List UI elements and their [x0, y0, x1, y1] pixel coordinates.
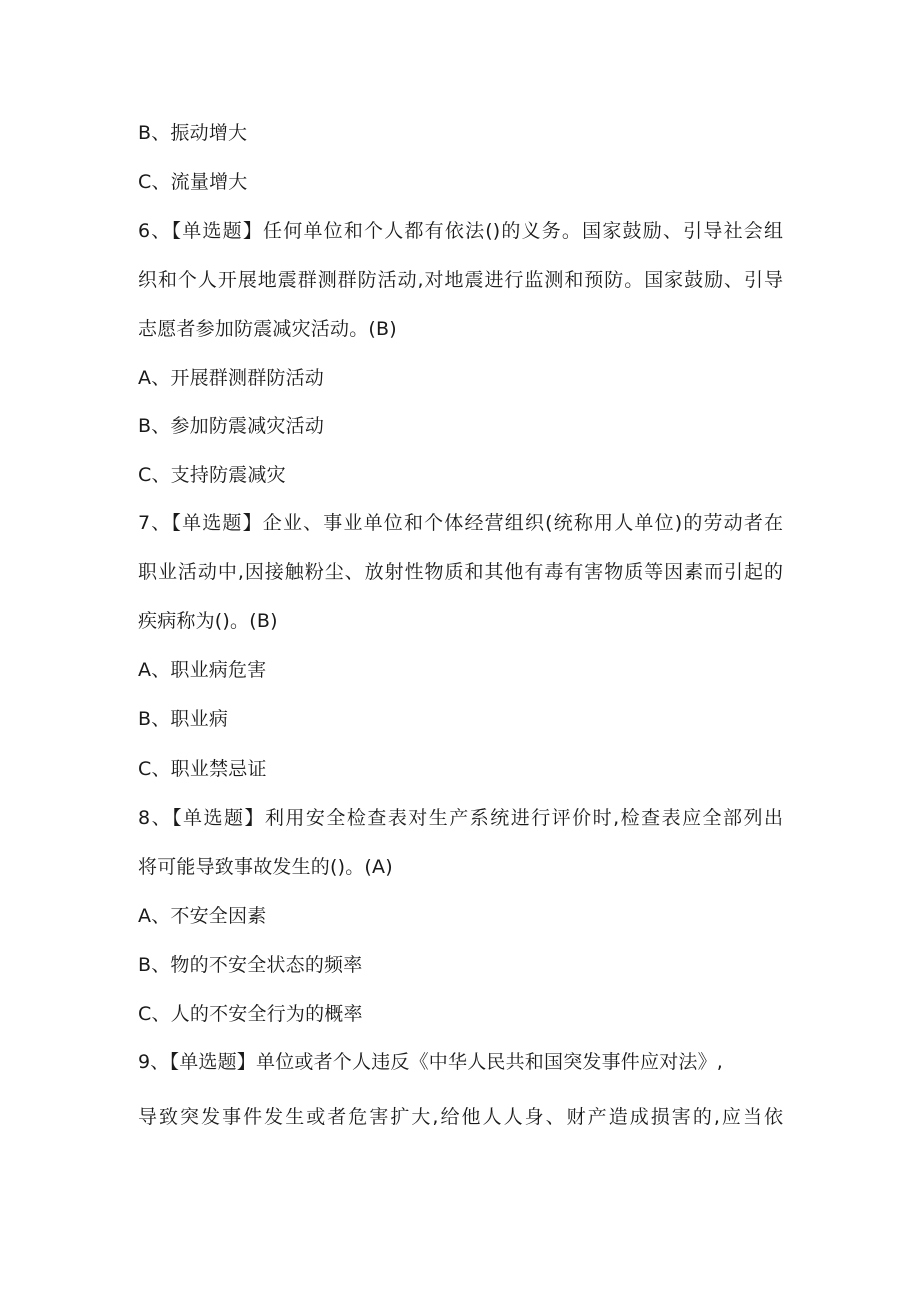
option-b-q8: B、物的不安全状态的频率 — [138, 954, 363, 976]
option-b-q6: B、参加防震减灾活动 — [138, 415, 325, 437]
option-b-q5: B、振动增大 — [138, 122, 248, 144]
question-6-line-2: 织和个人开展地震群测群防活动,对地震进行监测和预防。国家鼓励、引导 — [138, 269, 783, 291]
question-8-line-1: 8、【单选题】利用安全检查表对生产系统进行评价时,检查表应全部列出 — [138, 807, 783, 829]
option-b-q7: B、职业病 — [138, 708, 229, 730]
question-6-line-1: 6、【单选题】任何单位和个人都有依法()的义务。国家鼓励、引导社会组 — [138, 220, 783, 242]
question-7-line-2: 职业活动中,因接触粉尘、放射性物质和其他有毒有害物质等因素而引起的 — [138, 561, 783, 583]
option-a-q6: A、开展群测群防活动 — [138, 367, 324, 389]
question-7-line-1: 7、【单选题】企业、事业单位和个体经营组织(统称用人单位)的劳动者在 — [138, 512, 783, 534]
question-9-line-1: 9、【单选题】单位或者个人违反《中华人民共和国突发事件应对法》, — [138, 1051, 724, 1073]
question-9-line-2: 导致突发事件发生或者危害扩大,给他人人身、财产造成损害的,应当依 — [138, 1106, 783, 1128]
option-a-q7: A、职业病危害 — [138, 659, 267, 681]
option-c-q8: C、人的不安全行为的概率 — [138, 1003, 363, 1025]
option-a-q8: A、不安全因素 — [138, 905, 267, 927]
option-c-q6: C、支持防震减灾 — [138, 464, 286, 486]
question-7-line-3: 疾病称为()。(B) — [138, 610, 278, 632]
option-c-q7: C、职业禁忌证 — [138, 758, 267, 780]
question-6-line-3: 志愿者参加防震减灾活动。(B) — [138, 318, 397, 340]
option-c-q5: C、流量增大 — [138, 171, 248, 193]
question-8-line-2: 将可能导致事故发生的()。(A) — [138, 856, 393, 878]
